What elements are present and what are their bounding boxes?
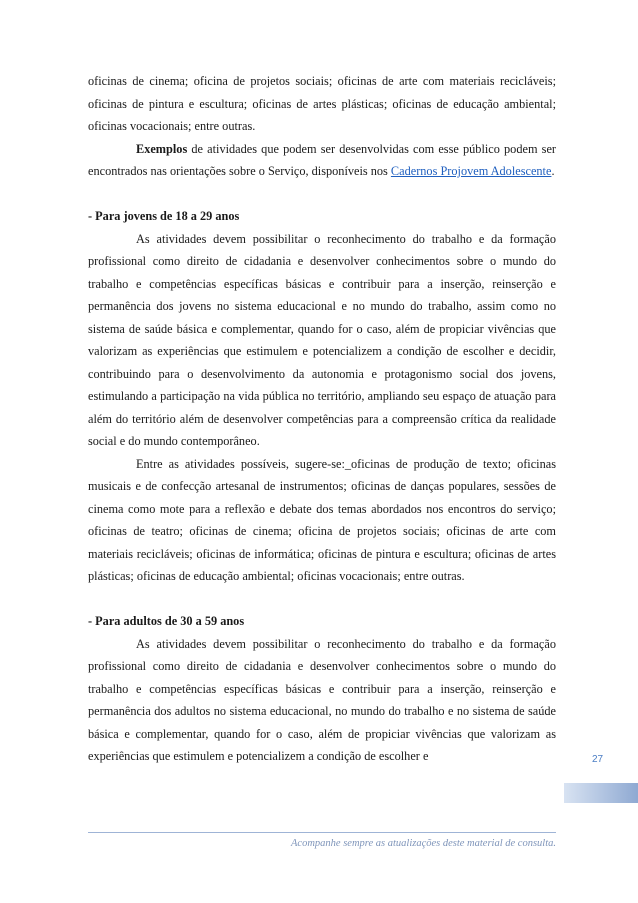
paragraph-oficinas: oficinas de cinema; oficina de projetos sociais; oficinas de arte com materiais recicláveis; oficinas de pintura e escultura; oficinas de artes plásticas; oficinas de educação ambiental; oficinas vocacionais; entre outras. (88, 74, 556, 133)
page-side-decoration (564, 783, 638, 803)
paragraph-adultos-atividades: As atividades devem possibilitar o reconhecimento do trabalho e da formação profissional como direito de cidadania e desenvolver conhecimentos sobre o mundo do trabalho e competências específicas básicas e contribuir para a inserção, reinserção e permanência dos adultos no sistema educacional, no mundo do trabalho e no sistema de saúde básica e complementar, quando for o caso, além de propiciar vivências que valorizam as experiências que estimulem e potencializem a condição de escolher e (88, 636, 556, 763)
footer-note: Acompanhe sempre as atualizações deste material de consulta. (291, 838, 556, 849)
cadernos-projovem-link[interactable]: Cadernos Projovem Adolescente (390, 164, 552, 178)
paragraph-exemplos (88, 138, 556, 183)
footer-divider (88, 832, 556, 833)
exemplos-end: . (551, 164, 555, 178)
exemplos-bold: Exemplos (136, 141, 188, 156)
paragraph-jovens-oficinas: Entre as atividades possíveis, sugere-se:_oficinas de produção de texto; oficinas musicais e de confecção artesanal de instrumentos; oficinas de danças populares, sessões de cinema como mote para a reflexão e debate dos temas abordados nos encontros do serviço; oficinas de teatro; oficinas de cinema; oficina de projetos sociais; oficinas de arte com materiais recicláveis; oficinas de informática; oficinas de pintura e escultura; oficinas de artes plásticas; oficinas de educação ambiental; oficinas vocacionais; entre outras. (88, 456, 556, 583)
page-body (88, 70, 556, 768)
exemplos-text: de atividades que podem ser desenvolvidas com esse público podem ser encontrados nas orientações sobre o Serviço, disponíveis nos (88, 141, 556, 178)
heading-adultos: - Para adultos de 30 a 59 anos (88, 614, 245, 628)
page-number: 27 (592, 754, 604, 765)
paragraph-jovens-atividades: As atividades devem possibilitar o reconhecimento do trabalho e da formação profissional como direito de cidadania e desenvolver conhecimentos sobre o mundo do trabalho e competências específicas básicas e contribuir para a inserção, reinserção e permanência dos jovens no sistema educacional e no mundo do trabalho, assim como no sistema de saúde básica e complementar, quando for o caso, além de propiciar vivências que valorizam as experiências que estimulem e potencializem a condição de escolher e decidir, contribuindo para o desenvolvimento da autonomia e protagonismo social dos jovens, estimulando a participação na vida pública no território, ampliando seu espaço de atuação para além do território além de desenvolver competências para a compreensão crítica da realidade social e do mundo contemporâneo. (88, 231, 556, 448)
spacer (88, 588, 556, 611)
spacer (88, 183, 556, 206)
heading-jovens: - Para jovens de 18 a 29 anos (88, 209, 240, 223)
